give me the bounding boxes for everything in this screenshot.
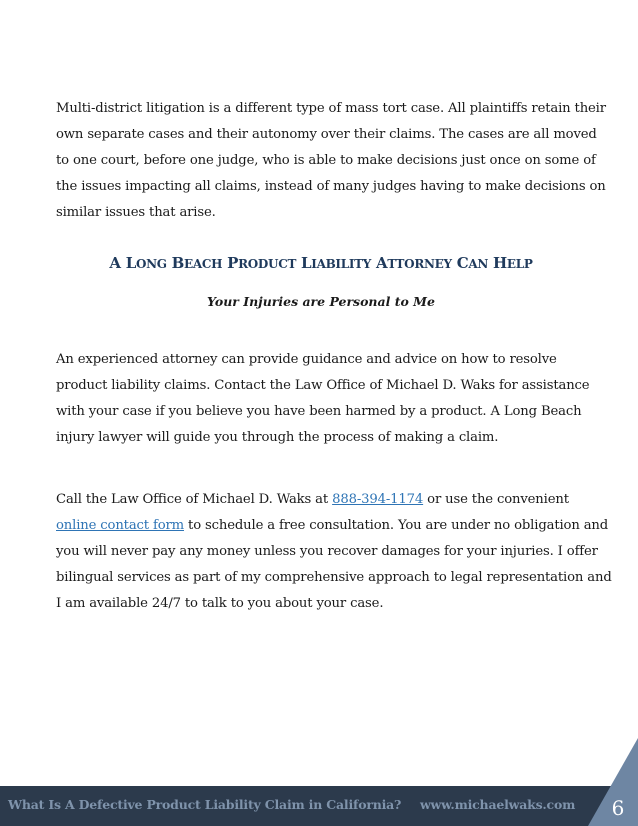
heading-word: CAN (451, 254, 489, 272)
text-line: online contact form to schedule a free consultation. You are under no obligation and (56, 518, 609, 533)
text-line: with your case if you believe you have been harmed by a product. A Long Beach (56, 404, 582, 419)
text-line: bilingual services as part of my comprehensive approach to legal representation and (56, 570, 612, 585)
text-line: product liability claims. Contact the Law Office of Michael D. Waks for assistance (56, 378, 590, 393)
phone-link[interactable]: 888-394-1174 (332, 492, 424, 507)
text-line: I am available 24/7 to talk to you about your case. (56, 596, 384, 611)
online-contact-form-link[interactable]: online contact form (56, 518, 184, 533)
heading-word: HELP (488, 254, 533, 272)
page-number: 6 (611, 796, 625, 820)
text-line: you will never pay any money unless you recover damages for your injuries. I offer (56, 544, 598, 559)
text-line: to one court, before one judge, who is able to make decisions just once on some of (56, 153, 596, 168)
paragraph-call-to-action (56, 487, 612, 617)
text-line: An experienced attorney can provide guidance and advice on how to resolve (56, 352, 557, 367)
paragraph-experienced-attorney (56, 347, 596, 451)
text-line: Call the Law Office of Michael D. Waks at 888-394-1174 or use the convenient (56, 492, 569, 507)
heading-word: BEACH (166, 254, 223, 272)
text-line: similar issues that arise. (56, 205, 216, 220)
section-subheading: Your Injuries are Personal to Me (207, 294, 435, 309)
page-footer (0, 786, 638, 826)
footer-website-url: www.michaelwaks.com (420, 797, 576, 812)
text-line: the issues impacting all claims, instead of many judges having to make decisions on (56, 179, 606, 194)
paragraph-multidistrict (56, 96, 606, 226)
text-line: injury lawyer will guide you through the process of making a claim. (56, 430, 499, 445)
text-line: own separate cases and their autonomy over their claims. The cases are all moved (56, 127, 597, 142)
heading-word: PRODUCT (222, 254, 297, 272)
section-heading (56, 254, 586, 272)
footer-document-title: What Is A Defective Product Liability Claim in California? (8, 797, 402, 812)
heading-word: ATTORNEY (371, 254, 452, 272)
text-line: Multi-district litigation is a different type of mass tort case. All plaintiffs retain their (56, 101, 606, 116)
heading-word: LIABILITY (296, 254, 372, 272)
heading-word: A LONG (109, 254, 167, 272)
